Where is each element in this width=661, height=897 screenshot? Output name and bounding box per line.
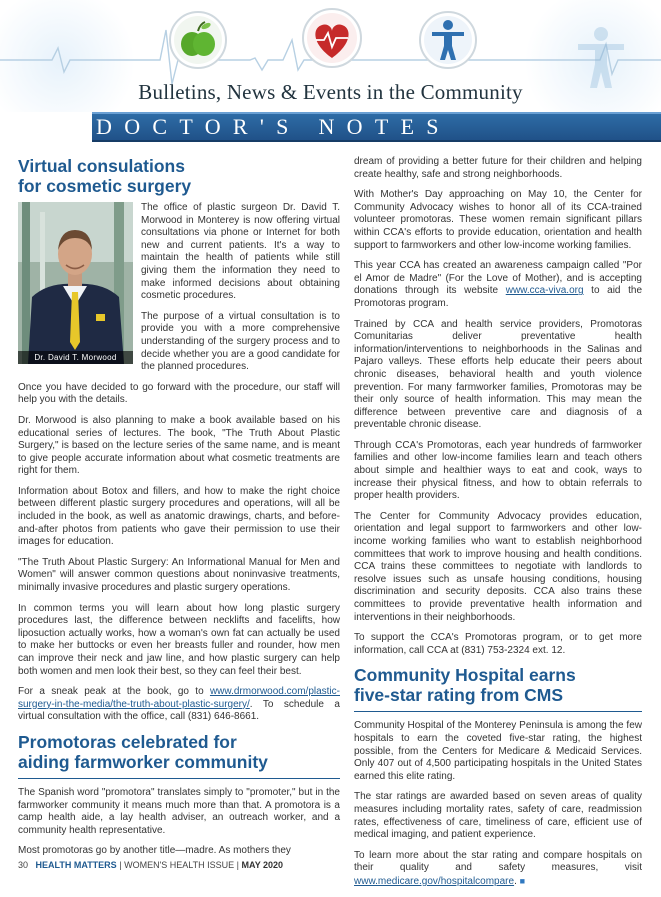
issue-date: MAY 2020 — [241, 860, 284, 870]
article-paragraph — [354, 850, 642, 889]
heading-rule — [354, 711, 642, 712]
article-paragraph — [354, 260, 642, 310]
apple-icon — [170, 12, 226, 68]
article-paragraph: dream of providing a better future for their children and helping create healthy, safe and strong neighborhoods. — [354, 156, 642, 180]
heart-icon — [303, 9, 361, 67]
right-column — [354, 156, 642, 897]
article-title-community-hospital — [354, 665, 642, 705]
heading-rule — [18, 778, 340, 779]
doctor-portrait-image — [18, 202, 133, 364]
text-run: This year CCA has created an awareness campaign called "Por el Amor de Madre" (For the Love of Mother), and is accepting donations through its website — [354, 260, 642, 297]
article-paragraph: The star ratings are awarded based on seven areas of quality measures including mortality rates, safety of care, readmission rates, effectiveness of care, timeliness of care, efficient use of medical imaging, and patient experience. — [354, 791, 642, 841]
text-run: To learn more about the star rating and compare hospitals on their quality and safety measures, visit — [354, 849, 642, 874]
article-paragraph — [18, 686, 340, 724]
person-icon — [420, 12, 476, 68]
article-title-promotoras — [18, 732, 340, 772]
article-paragraph: Through CCA's Promotoras, each year hundreds of farmworker families and other low-income families learn and teach others about simple and healthier ways to eat and cook, ways to increase their physical fitness, and how to obtain referrals to proper health providers. — [354, 439, 642, 502]
magazine-name: HEALTH MATTERS — [35, 860, 117, 870]
section-subtitle: Bulletins, News & Events in the Community — [138, 80, 523, 104]
title-line: Promotoras celebrated for — [18, 731, 237, 752]
article-paragraph: In common terms you will learn about how long plastic surgery procedures last, the difference between necklifts and facelifts, how liposuction actually works, how a woman's own fat can actually be used to make her buttocks or even her breasts fuller and rounder, how men can improve their neck and jaw line, and how plastic surgery can help both women and men look their best, so they can feel their best. — [18, 602, 340, 677]
medicare-link[interactable]: www.medicare.gov/hospitalcompare — [354, 875, 515, 887]
end-mark-icon: ■ — [519, 875, 526, 886]
article-paragraph: With Mother's Day approaching on May 10, the Center for Community Advocacy wishes to honor all of its CCA-trained volunteer promotoras. These women remain significant pillars within CCA's efforts to provide education, orientation and health support to farmworkers and other low-income working families. — [354, 189, 642, 251]
left-column — [18, 156, 340, 866]
title-line: five-star rating from CMS — [354, 685, 564, 706]
footer-separator: | — [119, 860, 122, 870]
article-paragraph: The office of plastic surgeon Dr. David T. Morwood in Monterey is now offering virtual consultations via phone or Internet for both new and current patients. It's a way to maintain the health of patients while still giving them the information they need to make informed decisions about obtaining cosmetic procedures. — [141, 202, 340, 302]
text-run: to aid the Promotoras program. — [354, 285, 643, 309]
footer-separator: | — [236, 860, 240, 870]
article-paragraph: Dr. Morwood is also planning to make a book available based on his educational series of lectures. The book, "The Truth About Plastic Surgery," is based on the lecture series of the same name, and is meant to give people accurate information about what cosmetic treatments are right for them. — [18, 414, 340, 477]
title-line: Community Hospital earns — [354, 665, 576, 686]
issue-name: WOMEN'S HEALTH ISSUE — [124, 860, 235, 870]
doctor-photo — [18, 202, 133, 364]
cca-viva-link[interactable]: www.cca-viva.org — [505, 285, 584, 297]
title-line: Virtual consulations — [18, 156, 185, 176]
article-paragraph: Once you have decided to go forward with the procedure, our staff will help you with the details. — [18, 381, 340, 406]
article-paragraph: The Center for Community Advocacy provides education, orientation and legal support to farmworkers and other low-income working families who want to establish neighborhood committees that work to improve housing and health conditions. CCA trains these committees to negotiate with landlords to resolve issues such as unsafe housing conditions, housing discrimination and security deposits. CCA also trains these committees to provide preventative health information and interventions in their neighborhoods. — [354, 510, 642, 623]
page-footer — [18, 860, 283, 870]
article-paragraph: The purpose of a virtual consultation is to provide you with a more comprehensive understanding of the surgery process and to decide whether you are a good candidate for the planned procedures. — [141, 310, 340, 373]
article-paragraph: "The Truth About Plastic Surgery: An Informational Manual for Men and Women" will answer common questions about noninvasive treatments, minimally invasive procedures and plastic surgery operations. — [18, 556, 340, 594]
title-line: for cosmetic surgery — [18, 176, 192, 196]
article-title-virtual-consultations — [18, 156, 340, 196]
page-number: 30 — [18, 860, 29, 870]
article-paragraph: Information about Botox and fillers, and how to make the right choice between different plastic surgery procedures and operations, will all be included in the book, as well as anatomic drawings, charts, and before-and-after photos from patients who gave their permission to use their images for education. — [18, 485, 340, 548]
banner-title: DOCTOR'S NOTES — [96, 114, 451, 139]
article-paragraph: Community Hospital of the Monterey Peninsula is among the few hospitals to earn the coveted five-star rating, the highest possible, from the Centers for Medicare & Medicaid Services. Only 407 out of 4,500 participating hospitals in the United States earned this elite rating. — [354, 720, 642, 782]
drmorwood-link[interactable]: www.drmorwood.com/plastic-surgery-in-the-media/the-truth-about-plastic-surgery/ — [18, 686, 340, 710]
text-run: . To schedule a virtual consultation with the office, call (831) 646-8661. — [18, 698, 340, 723]
title-line: aiding farmworker community — [18, 751, 268, 772]
article-paragraph: To support the CCA's Promotoras program, or to get more information, call CCA at (831) 753-2324 ext. 12. — [354, 632, 642, 656]
text-run: . — [514, 875, 517, 887]
photo-caption: Dr. David T. Morwood — [18, 351, 133, 364]
article-paragraph: Most promotoras go by another title—madre. As mothers they — [18, 845, 291, 857]
article-paragraph: The Spanish word "promotora" translates simply to "promoter," but in the farmworker community it means much more than that. A promotora is a camp health aide, a lay health adviser, an outreach worker, and a community health representative. — [18, 786, 340, 836]
article-paragraph: Trained by CCA and health service providers, Promotoras Comunitarias deliver preventative health information/interventions to neighborhoods in the Salinas and Pajaro valleys. These efforts help educate their peers about chronic diseases, behavioral health and youth violence prevention. For many farmworker families, Promotoras may be their only source of health information. This may mean the difference between preventive care and diagnosis of a preventable chronic disease. — [354, 318, 642, 431]
text-run: For a sneak peak at the book, go to — [18, 686, 210, 698]
